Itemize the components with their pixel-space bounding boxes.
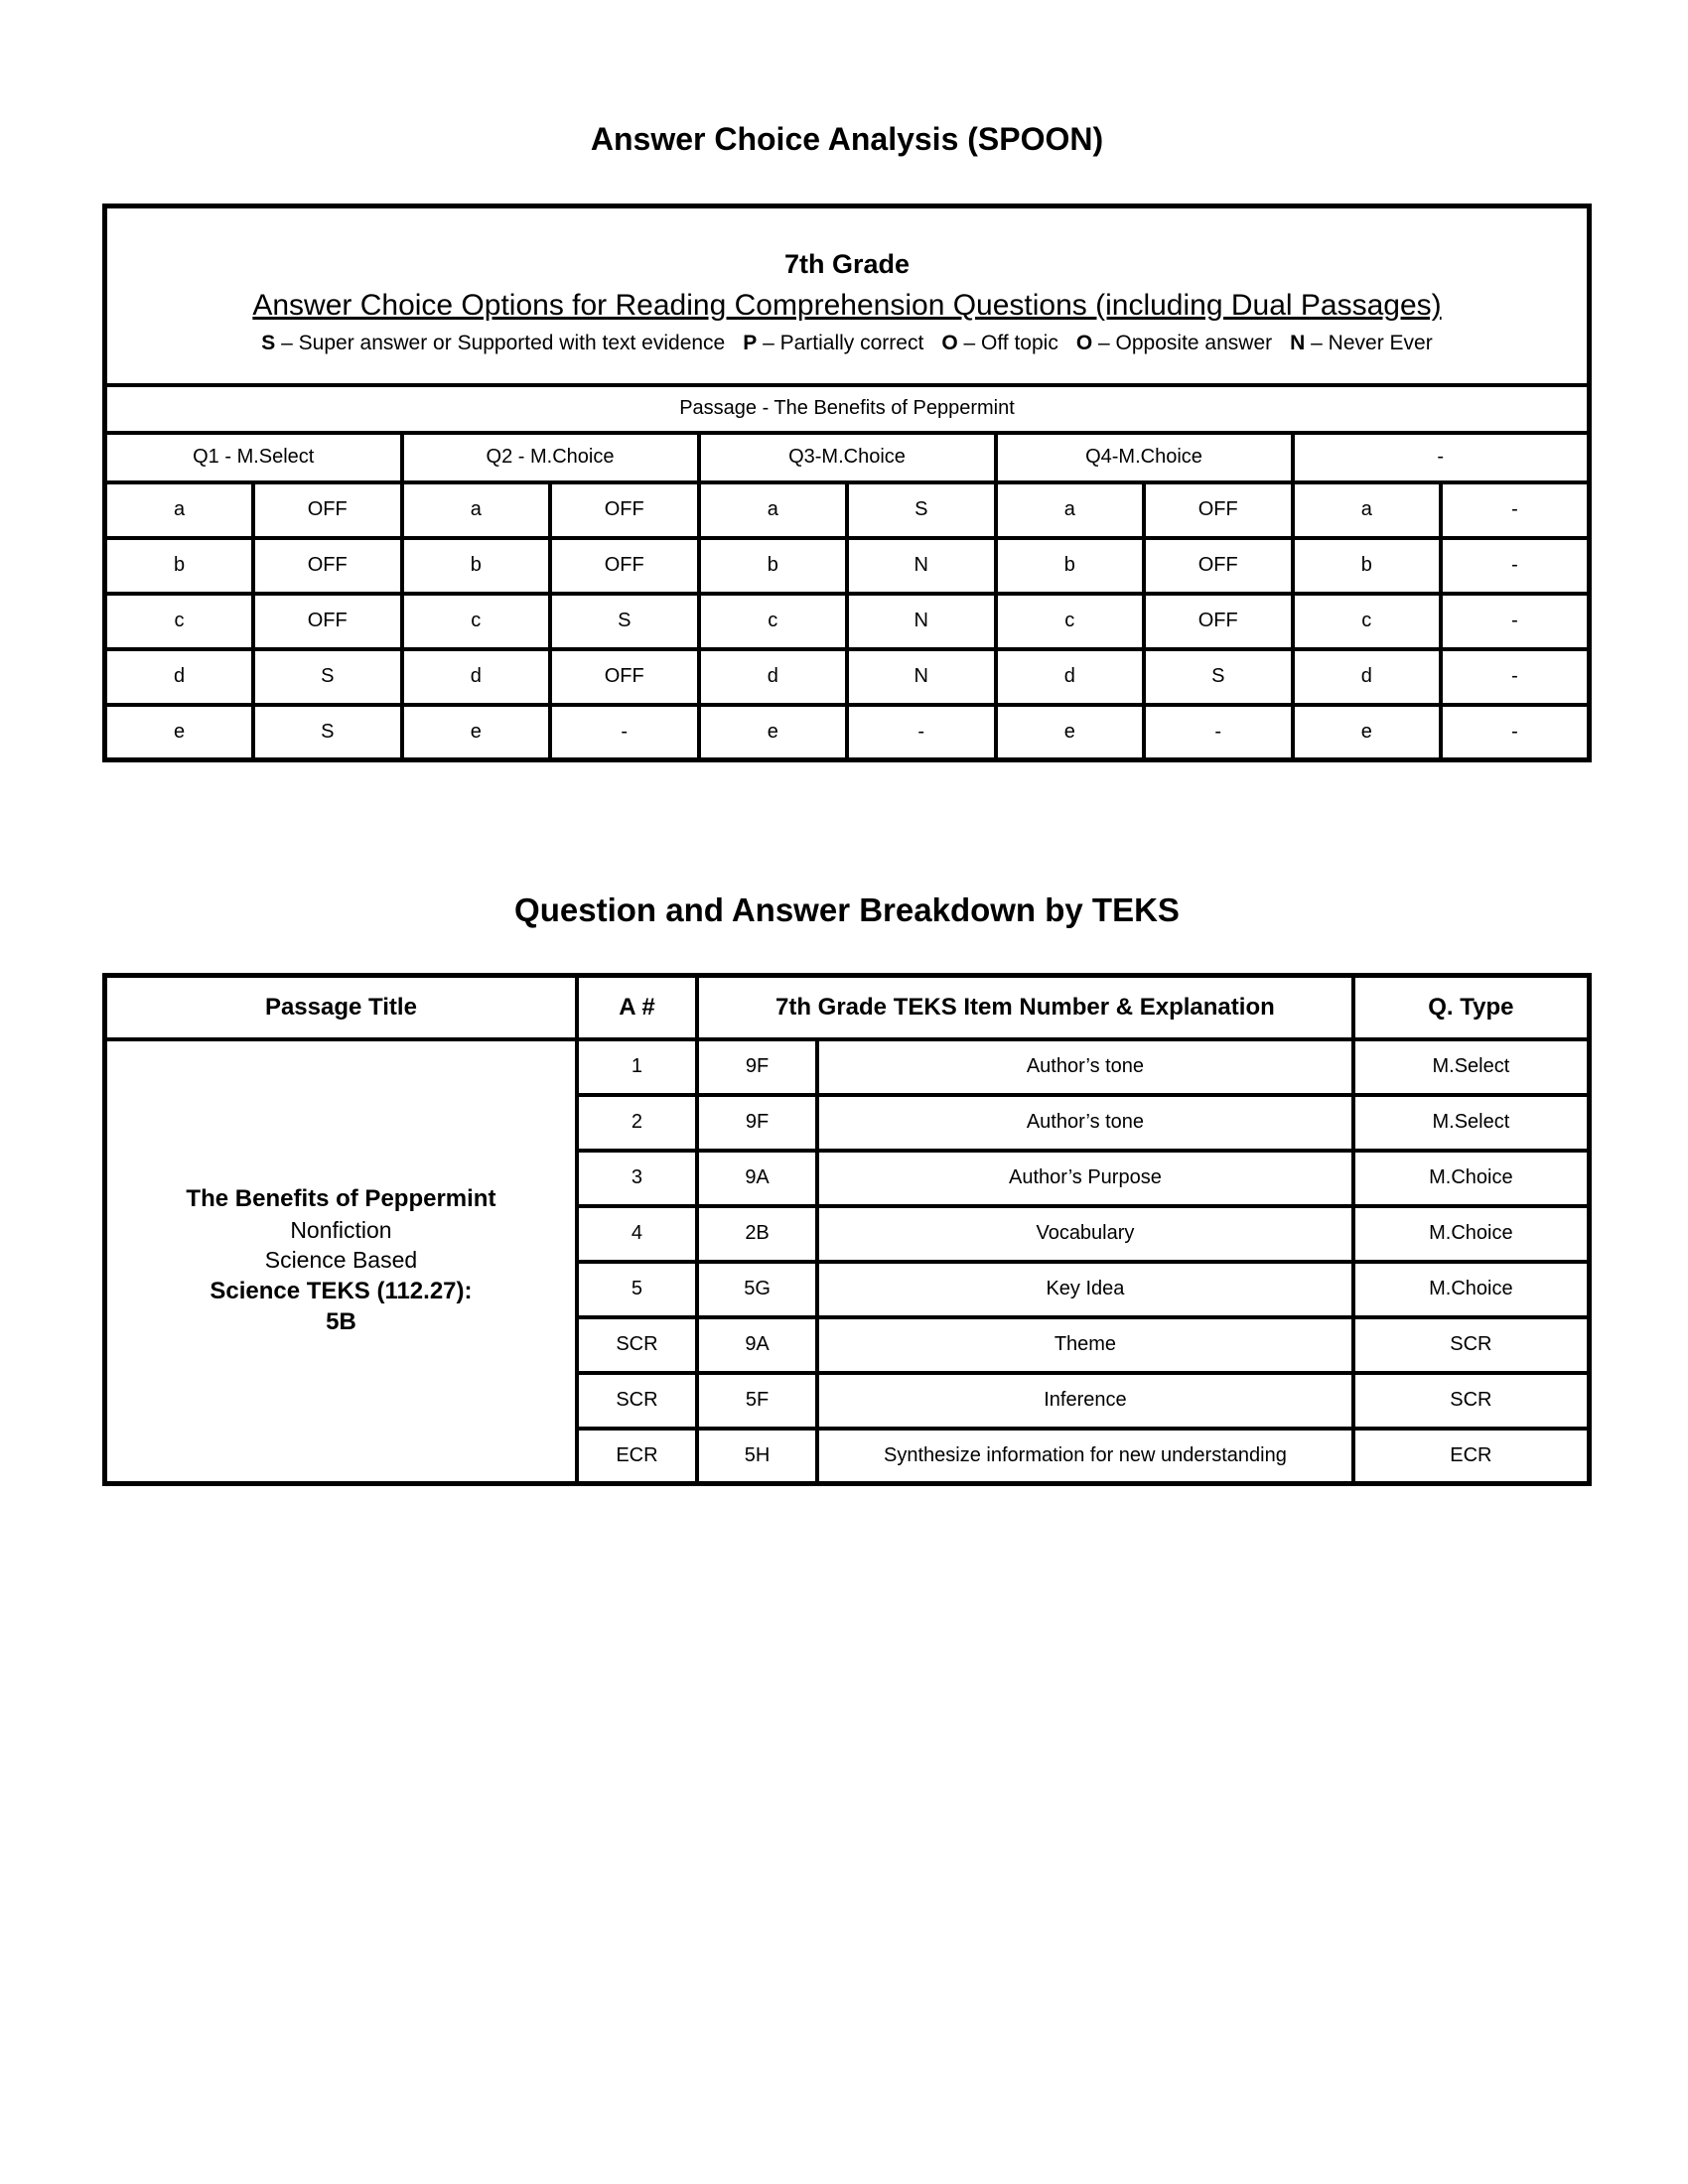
choice-letter: e bbox=[1293, 705, 1442, 760]
teks-explanation: Vocabulary bbox=[817, 1206, 1353, 1262]
answer-row bbox=[105, 594, 1590, 649]
legend-item bbox=[1076, 332, 1272, 354]
teks-table bbox=[102, 973, 1592, 1486]
choice-letter: b bbox=[402, 538, 551, 594]
teks-q-type: M.Select bbox=[1353, 1039, 1590, 1095]
legend-desc: – Off topic bbox=[963, 332, 1058, 355]
choice-letter: d bbox=[402, 649, 551, 705]
choice-letter: e bbox=[402, 705, 551, 760]
legend-key: P bbox=[743, 332, 758, 355]
choice-rating: - bbox=[1441, 705, 1590, 760]
teks-explanation: Synthesize information for new understanding bbox=[817, 1429, 1353, 1484]
teks-q-type: SCR bbox=[1353, 1317, 1590, 1373]
teks-explanation: Key Idea bbox=[817, 1262, 1353, 1317]
choice-letter: a bbox=[1293, 482, 1442, 538]
page-title-spoon: Answer Choice Analysis (SPOON) bbox=[590, 121, 1104, 157]
choice-letter: d bbox=[1293, 649, 1442, 705]
legend-key: O bbox=[941, 332, 958, 355]
choice-letter: b bbox=[699, 538, 848, 594]
teks-a-number: 2 bbox=[577, 1095, 697, 1151]
legend-item bbox=[261, 332, 725, 354]
choice-rating: - bbox=[847, 705, 996, 760]
choice-rating: OFF bbox=[1144, 538, 1293, 594]
answer-row bbox=[105, 482, 1590, 538]
teks-q-type: SCR bbox=[1353, 1373, 1590, 1429]
choice-letter: a bbox=[996, 482, 1145, 538]
science-teks-label: Science TEKS (112.27): bbox=[210, 1277, 473, 1304]
passage-genre: Nonfiction bbox=[290, 1217, 392, 1244]
choice-rating: OFF bbox=[550, 649, 699, 705]
choice-letter: d bbox=[699, 649, 848, 705]
legend-key: N bbox=[1290, 332, 1306, 355]
spoon-legend bbox=[117, 332, 1577, 355]
choice-letter: e bbox=[996, 705, 1145, 760]
choice-letter: b bbox=[996, 538, 1145, 594]
teks-a-number: 3 bbox=[577, 1151, 697, 1206]
choice-letter: c bbox=[1293, 594, 1442, 649]
teks-row bbox=[105, 1039, 1590, 1095]
teks-a-number: ECR bbox=[577, 1429, 697, 1484]
choice-rating: S bbox=[550, 594, 699, 649]
teks-q-type: M.Choice bbox=[1353, 1151, 1590, 1206]
passage-banner-row bbox=[105, 385, 1590, 433]
choice-rating: - bbox=[1441, 482, 1590, 538]
choice-rating: OFF bbox=[1144, 594, 1293, 649]
spoon-subtitle: Answer Choice Options for Reading Comprehension Questions (including Dual Passages) bbox=[252, 289, 1442, 323]
spoon-header-cell bbox=[105, 206, 1590, 385]
choice-rating: OFF bbox=[253, 482, 402, 538]
choice-rating: N bbox=[847, 649, 996, 705]
choice-letter: c bbox=[996, 594, 1145, 649]
choice-letter: a bbox=[402, 482, 551, 538]
question-header-3: Q3-M.Choice bbox=[699, 433, 996, 482]
teks-a-number: 1 bbox=[577, 1039, 697, 1095]
legend-key: O bbox=[1075, 332, 1093, 355]
teks-q-type: M.Choice bbox=[1353, 1262, 1590, 1317]
teks-item-number: 5F bbox=[697, 1373, 817, 1429]
page-title-teks: Question and Answer Breakdown by TEKS bbox=[514, 891, 1180, 928]
legend-desc: – Opposite answer bbox=[1098, 332, 1273, 355]
header-teks-item: 7th Grade TEKS Item Number & Explanation bbox=[697, 976, 1353, 1039]
teks-header-row bbox=[105, 976, 1590, 1039]
science-teks-value: 5B bbox=[326, 1308, 356, 1336]
passage-title: The Benefits of Peppermint bbox=[186, 1185, 496, 1213]
legend-desc: – Never Ever bbox=[1311, 332, 1433, 355]
choice-letter: b bbox=[1293, 538, 1442, 594]
teks-item-number: 9F bbox=[697, 1039, 817, 1095]
teks-item-number: 2B bbox=[697, 1206, 817, 1262]
passage-category: Science Based bbox=[264, 1247, 418, 1274]
header-q-type: Q. Type bbox=[1353, 976, 1590, 1039]
choice-rating: - bbox=[1144, 705, 1293, 760]
choice-rating: - bbox=[1441, 649, 1590, 705]
choice-letter: c bbox=[402, 594, 551, 649]
choice-letter: c bbox=[699, 594, 848, 649]
header-a-number: A # bbox=[577, 976, 697, 1039]
teks-item-number: 9A bbox=[697, 1317, 817, 1373]
choice-letter: e bbox=[699, 705, 848, 760]
passage-info-cell bbox=[105, 1039, 577, 1484]
teks-a-number: SCR bbox=[577, 1317, 697, 1373]
legend-desc: – Super answer or Supported with text evidence bbox=[281, 332, 726, 355]
choice-rating: OFF bbox=[550, 538, 699, 594]
spoon-table bbox=[102, 204, 1592, 762]
choice-rating: S bbox=[847, 482, 996, 538]
teks-explanation: Author’s Purpose bbox=[817, 1151, 1353, 1206]
choice-rating: - bbox=[1441, 594, 1590, 649]
choice-rating: OFF bbox=[253, 538, 402, 594]
choice-rating: N bbox=[847, 594, 996, 649]
choice-rating: S bbox=[253, 649, 402, 705]
choice-letter: a bbox=[699, 482, 848, 538]
teks-q-type: M.Choice bbox=[1353, 1206, 1590, 1262]
answer-row bbox=[105, 538, 1590, 594]
question-header-row bbox=[105, 433, 1590, 482]
choice-rating: OFF bbox=[1144, 482, 1293, 538]
grade-heading: 7th Grade bbox=[783, 249, 911, 280]
legend-item bbox=[743, 332, 923, 354]
teks-q-type: ECR bbox=[1353, 1429, 1590, 1484]
question-header-2: Q2 - M.Choice bbox=[402, 433, 699, 482]
teks-explanation: Inference bbox=[817, 1373, 1353, 1429]
question-header-4: Q4-M.Choice bbox=[996, 433, 1293, 482]
choice-letter: e bbox=[105, 705, 254, 760]
legend-item bbox=[941, 332, 1058, 354]
teks-a-number: 4 bbox=[577, 1206, 697, 1262]
question-header-5: - bbox=[1293, 433, 1590, 482]
choice-rating: S bbox=[1144, 649, 1293, 705]
choice-rating: OFF bbox=[253, 594, 402, 649]
teks-item-number: 9F bbox=[697, 1095, 817, 1151]
question-header-1: Q1 - M.Select bbox=[105, 433, 402, 482]
teks-explanation: Theme bbox=[817, 1317, 1353, 1373]
passage-banner: Passage - The Benefits of Peppermint bbox=[105, 385, 1590, 433]
legend-item bbox=[1290, 332, 1433, 354]
teks-item-number: 9A bbox=[697, 1151, 817, 1206]
legend-key: S bbox=[261, 332, 276, 355]
choice-rating: - bbox=[1441, 538, 1590, 594]
legend-desc: – Partially correct bbox=[763, 332, 924, 355]
teks-explanation: Author’s tone bbox=[817, 1039, 1353, 1095]
spoon-header-row bbox=[105, 206, 1590, 385]
choice-letter: d bbox=[996, 649, 1145, 705]
teks-explanation: Author’s tone bbox=[817, 1095, 1353, 1151]
choice-rating: - bbox=[550, 705, 699, 760]
answer-row bbox=[105, 649, 1590, 705]
header-passage-title: Passage Title bbox=[105, 976, 577, 1039]
choice-rating: N bbox=[847, 538, 996, 594]
choice-rating: OFF bbox=[550, 482, 699, 538]
teks-q-type: M.Select bbox=[1353, 1095, 1590, 1151]
choice-letter: d bbox=[105, 649, 254, 705]
choice-letter: c bbox=[105, 594, 254, 649]
choice-letter: b bbox=[105, 538, 254, 594]
teks-a-number: SCR bbox=[577, 1373, 697, 1429]
teks-item-number: 5H bbox=[697, 1429, 817, 1484]
teks-a-number: 5 bbox=[577, 1262, 697, 1317]
choice-letter: a bbox=[105, 482, 254, 538]
teks-item-number: 5G bbox=[697, 1262, 817, 1317]
answer-row bbox=[105, 705, 1590, 760]
choice-rating: S bbox=[253, 705, 402, 760]
